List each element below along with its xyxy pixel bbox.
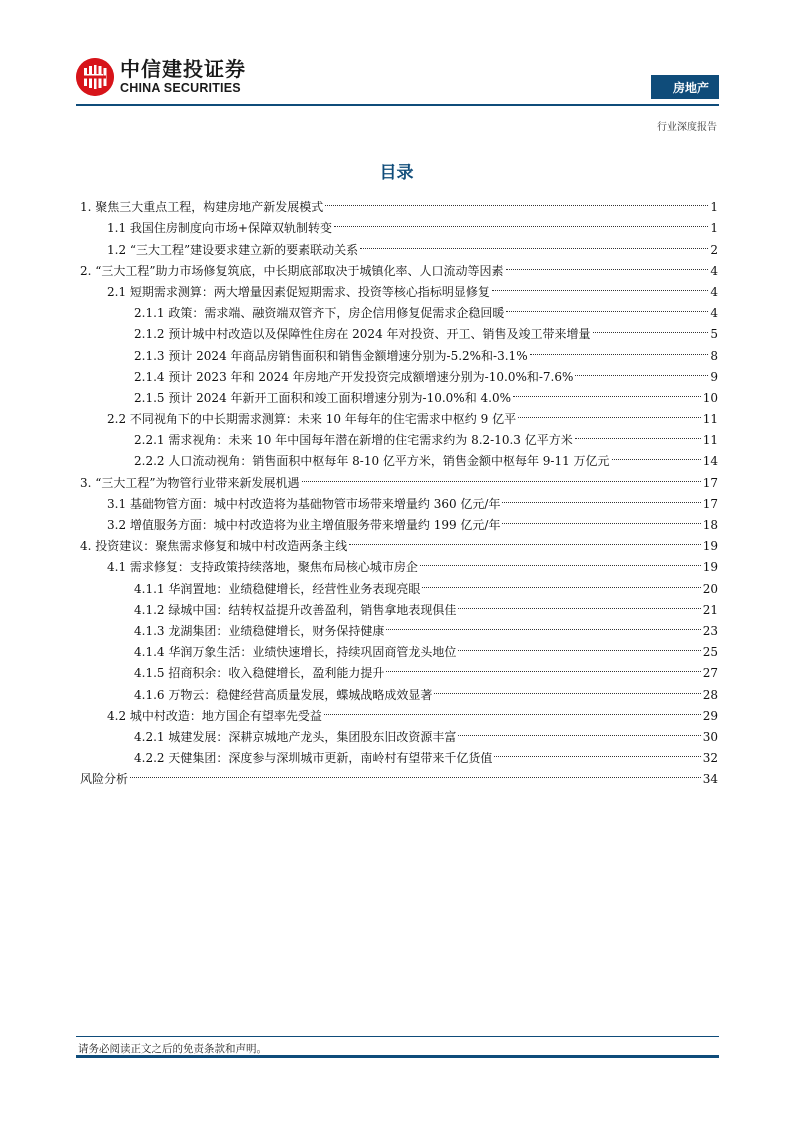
toc-entry-page: 29 [702, 708, 718, 723]
toc-entry-page: 20 [702, 581, 718, 596]
toc-leader-dots [575, 423, 701, 444]
toc-entry-label: 2.1.1 政策：需求端、融资端双管齐下，房企信用修复促需求企稳回暖 [134, 306, 505, 321]
toc-entry-label: 2.1.5 预计 2024 年新开工面积和竣工面积增速分别为-10.0%和 4.0% [134, 390, 511, 405]
toc-entry-page: 10 [702, 390, 718, 405]
toc-entry-page: 17 [702, 475, 718, 490]
toc-leader-dots [130, 762, 701, 783]
toc-leader-dots [302, 465, 701, 486]
toc-entry-page: 9 [710, 369, 718, 384]
toc-entry-page: 17 [702, 496, 718, 511]
toc-leader-dots [422, 571, 700, 592]
toc-entry-page: 19 [702, 539, 718, 554]
toc-entry-page: 19 [702, 560, 718, 575]
toc-entry-page: 18 [702, 518, 718, 532]
toc-entry-label: 4.1 需求修复：支持政策持续落地，聚焦布局核心城市房企 [107, 560, 418, 575]
toc-entry-label: 4.2.2 天健集团：深度参与深圳城市更新，南岭村有望带来千亿货值 [134, 751, 493, 766]
toc-leader-dots [420, 550, 701, 571]
toc-leader-dots [530, 338, 708, 359]
toc-leader-dots [612, 444, 701, 465]
toc-entry-page: 14 [702, 454, 718, 469]
toc-entry-page: 11 [702, 412, 718, 427]
toc-entry-page: 32 [702, 751, 718, 766]
toc-entry-label: 4.1.3 龙湖集团：业绩稳健增长，财务保持健康 [134, 623, 385, 638]
toc-leader-dots [513, 381, 701, 402]
toc-entry-label: 2.1.3 预计 2024 年商品房销售面积和销售金额增速分别为-5.2%和-3.1% [134, 348, 528, 363]
toc-entry-page: 28 [702, 687, 718, 702]
brand-name-cn: 中信建投证券 [120, 57, 246, 82]
toc-leader-dots [434, 677, 700, 698]
toc-leader-dots [324, 699, 701, 720]
toc-leader-dots [494, 741, 700, 762]
toc-entry-label: 2.1.4 预计 2023 年和 2024 年房地产开发投资完成额增速分别为-10.0%和-7.6% [134, 369, 574, 384]
toc-leader-dots [506, 296, 708, 317]
toc-leader-dots [502, 508, 700, 529]
toc-entry-page: 11 [702, 433, 718, 448]
toc-leader-dots [386, 614, 700, 635]
toc-entry-label: 4.1.4 华润万象生活：业绩快速增长，持续巩固商管龙头地位 [134, 645, 457, 660]
table-of-contents [80, 190, 718, 787]
toc-leader-dots [593, 317, 708, 338]
toc-entry-label: 4. 投资建议：聚焦需求修复和城中村改造两条主线 [80, 539, 348, 554]
toc-entry-label: 4.1.1 华润置地：业绩稳健增长，经营性业务表现亮眼 [134, 581, 421, 596]
toc-title: 目录 [379, 163, 414, 183]
toc-leader-dots [502, 487, 700, 508]
toc-entry[interactable] [80, 762, 718, 787]
toc-entry-label: 2. “三大工程”助力市场修复筑底，中长期底部取决于城镇化率、人口流动等因素 [80, 263, 504, 278]
header-divider [76, 104, 719, 106]
citic-logo-icon [76, 58, 114, 96]
toc-entry-page: 21 [702, 602, 718, 617]
toc-entry-label: 3.1 基础物管方面：城中村改造将为基础物管市场带来增量约 360 亿元/年 [107, 496, 501, 511]
sector-badge: 房地产 [651, 75, 719, 99]
toc-entry-label: 4.1.6 万物云：稳健经营高质量发展，蝶城战略成效显著 [134, 687, 433, 702]
toc-entry-label: 1.1 我国住房制度向市场+保障双轨制转变 [107, 221, 332, 236]
footer-disclaimer: 请务必阅读正文之后的免责条款和声明。 [78, 1043, 267, 1055]
toc-leader-dots [458, 635, 700, 656]
toc-entry-label: 风险分析 [80, 772, 129, 787]
toc-entry-page: 4 [710, 306, 718, 321]
toc-entry-label: 3.2 增值服务方面：城中村改造将为业主增值服务带来增量约 199 亿元/年 [107, 518, 501, 532]
toc-entry[interactable] [80, 190, 718, 215]
toc-entry-page: 34 [702, 772, 718, 787]
brand-name-en: CHINA SECURITIES [120, 81, 241, 96]
toc-leader-dots [492, 275, 708, 296]
toc-entry-page: 2 [710, 242, 718, 257]
toc-leader-dots [518, 402, 701, 423]
toc-entry-page: 23 [702, 623, 718, 638]
toc-entry-page: 1 [710, 200, 718, 215]
toc-leader-dots [349, 529, 700, 550]
toc-entry-label: 2.2 不同视角下的中长期需求测算：未来 10 年每年的住宅需求中枢约 9 亿平 [107, 412, 517, 427]
report-type-label: 行业深度报告 [657, 122, 717, 133]
toc-entry-page: 1 [710, 221, 718, 236]
toc-leader-dots [386, 656, 700, 677]
toc-entry-label: 1.2 “三大工程”建设要求建立新的要素联动关系 [107, 242, 359, 257]
toc-entry-label: 2.1 短期需求测算：两大增量因素促短期需求、投资等核心指标明显修复 [107, 284, 490, 299]
toc-entry-page: 8 [710, 348, 718, 363]
toc-leader-dots [325, 190, 708, 211]
toc-leader-dots [506, 254, 708, 275]
toc-entry-label: 4.1.5 招商积余：收入稳健增长，盈利能力提升 [134, 666, 385, 681]
footer-divider-top [76, 1036, 719, 1037]
toc-entry-page: 4 [710, 263, 718, 278]
toc-entry-label: 2.2.2 人口流动视角：销售面积中枢每年 8-10 亿平方米，销售金额中枢每年 9-11 万亿元 [134, 454, 610, 469]
toc-entry-page: 30 [702, 729, 718, 744]
toc-leader-dots [360, 232, 708, 253]
toc-entry-page: 25 [702, 645, 718, 660]
toc-entry-label: 2.2.1 需求视角：未来 10 年中国每年潜在新增的住宅需求约为 8.2-10.3 亿平方米 [134, 433, 573, 448]
toc-entry-label: 4.2.1 城建发展：深耕京城地产龙头，集团股东旧改资源丰富 [134, 729, 457, 744]
page-header [76, 55, 719, 105]
toc-leader-dots [458, 593, 700, 614]
toc-leader-dots [334, 211, 708, 232]
toc-entry-page: 4 [710, 284, 718, 299]
toc-entry-label: 3. “三大工程”为物管行业带来新发展机遇 [80, 475, 300, 490]
toc-entry-label: 4.1.2 绿城中国：结转权益提升改善盈利，销售拿地表现俱佳 [134, 602, 457, 617]
brand-logo [76, 58, 246, 96]
toc-entry-label: 4.2 城中村改造：地方国企有望率先受益 [107, 708, 322, 723]
toc-entry-label: 1. 聚焦三大重点工程，构建房地产新发展模式 [80, 200, 324, 215]
toc-entry-page: 27 [702, 666, 718, 681]
toc-entry-label: 2.1.2 预计城中村改造以及保障性住房在 2024 年对投资、开工、销售及竣工带来增量 [134, 327, 591, 342]
footer-divider-bottom [76, 1055, 719, 1058]
toc-entry-page: 5 [710, 327, 718, 342]
toc-leader-dots [575, 360, 708, 381]
toc-leader-dots [458, 720, 700, 741]
